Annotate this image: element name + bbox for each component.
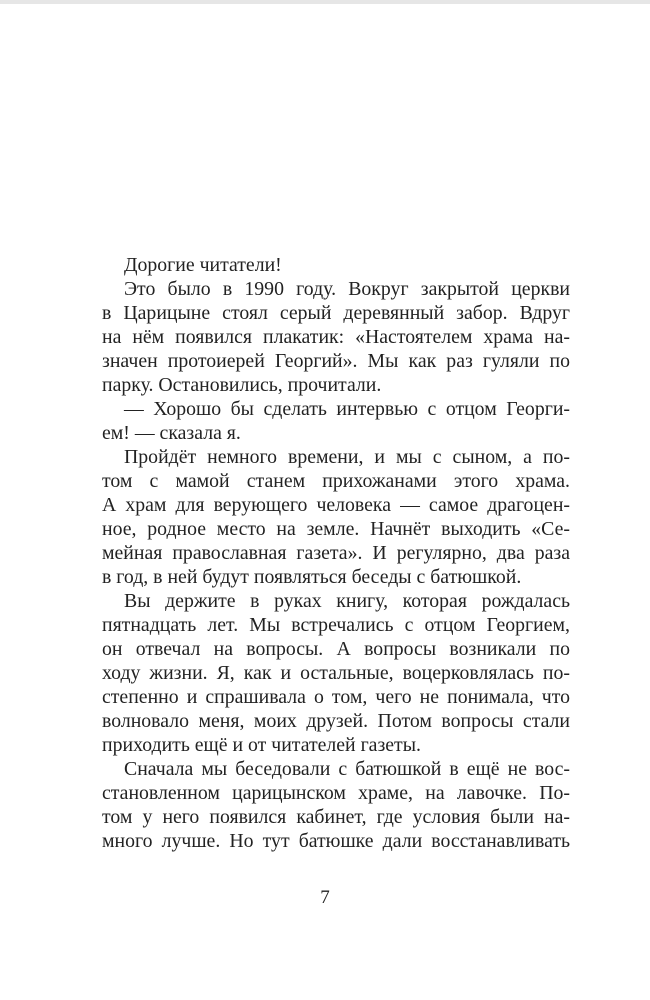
text-line: ное, родное место на земле. Начнёт выходить «Се- — [102, 518, 570, 540]
text-line: приходить ещё и от читателей газеты. — [102, 734, 421, 756]
text-line: ходу жизни. Я, как и остальные, воцерковлялась по- — [102, 662, 570, 684]
page-number: 7 — [320, 887, 330, 908]
text-line: в год, в ней будут появляться беседы с батюшкой. — [102, 566, 522, 588]
text-line: Это было в 1990 году. Вокруг закрытой церкви — [124, 278, 570, 300]
text-line: он отвечал на вопросы. А вопросы возникали по — [102, 638, 570, 660]
text-line: том с мамой станем прихожанами этого храма. — [102, 470, 570, 492]
text-line: — Хорошо бы сделать интервью с отцом Георги- — [124, 398, 570, 420]
text-line: в Царицыне стоял серый деревянный забор. Вдруг — [102, 302, 570, 324]
text-line: парку. Остановились, прочитали. — [102, 374, 382, 396]
text-line: Вы держите в руках книгу, которая рождалась — [124, 590, 570, 612]
text-line: Пройдёт немного времени, и мы с сыном, а по- — [124, 446, 570, 468]
text-line: Дорогие читатели! — [124, 254, 282, 276]
text-line: волновало меня, моих друзей. Потом вопросы стали — [102, 710, 570, 732]
text-line: ем! — сказала я. — [102, 422, 241, 444]
text-line: А храм для верующего человека — самое драгоцен- — [102, 494, 570, 516]
text-line: значен протоиерей Георгий». Мы как раз гуляли по — [102, 350, 570, 372]
text-line: на нём появился плакатик: «Настоятелем храма на- — [102, 326, 570, 348]
text-line: мейная православная газета». И регулярно, два раза — [102, 542, 570, 564]
text-line: Сначала мы беседовали с батюшкой в ещё не вос- — [124, 758, 570, 780]
text-line: пятнадцать лет. Мы встречались с отцом Георгием, — [102, 614, 570, 636]
text-line: степенно и спрашивала о том, чего не понимала, что — [102, 686, 570, 708]
text-line: много лучше. Но тут батюшке дали восстанавливать — [102, 830, 570, 852]
text-line: становленном царицынском храме, на лавочке. По- — [102, 782, 570, 804]
text-line: том у него появился кабинет, где условия были на- — [102, 806, 570, 828]
